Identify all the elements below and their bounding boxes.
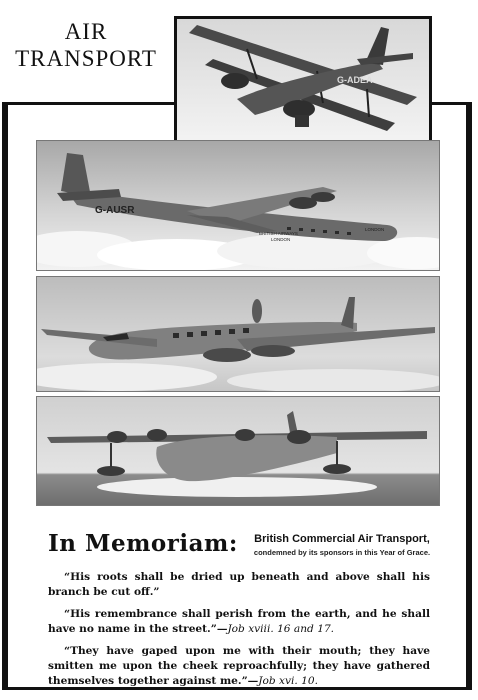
memoriam-heading: In Memoriam:: [48, 530, 238, 557]
quote-2-reference: Job xviii. 16 and 17.: [227, 623, 335, 635]
monoplane-city-text: LONDON: [271, 237, 291, 242]
quote-3-text: “They have gaped upon me with their mouth; they have smitten me upon the cheek reproachfully; they have gathered themselves together against me.”—: [48, 645, 430, 687]
biplane-photo: [174, 16, 432, 150]
title-line-1: AIR: [64, 19, 108, 44]
quote-1: [48, 570, 430, 600]
monoplane-city-text-nose: LONDON: [365, 227, 385, 232]
quote-3-reference: Job xvi. 10.: [258, 675, 318, 687]
caption-subtitle: condemned by its sponsors in this Year of Grace.: [253, 548, 431, 557]
monoplane-registration: G-AUSR: [95, 205, 135, 216]
flying-boat-photo: [36, 396, 440, 506]
monoplane-airline-text: BRITISH AIRWAYS: [259, 231, 298, 236]
page-title: [0, 18, 172, 72]
monoplane-photo: [36, 140, 440, 271]
quote-2: [48, 607, 430, 637]
airliner-photo: [36, 276, 440, 392]
memoriam-caption: [242, 533, 442, 557]
quote-2-text: “His remembrance shall perish from the earth, and he shall have no name in the street.”—: [48, 608, 430, 635]
quote-3: [48, 644, 430, 689]
title-line-2: TRANSPORT: [15, 46, 157, 71]
quotations: [48, 570, 430, 696]
quote-1-text: “His roots shall be dried up beneath and above shall his branch be cut off.”: [48, 571, 430, 598]
biplane-registration: G-ADEA: [337, 75, 373, 85]
caption-title: British Commercial Air Transport,: [254, 533, 430, 545]
